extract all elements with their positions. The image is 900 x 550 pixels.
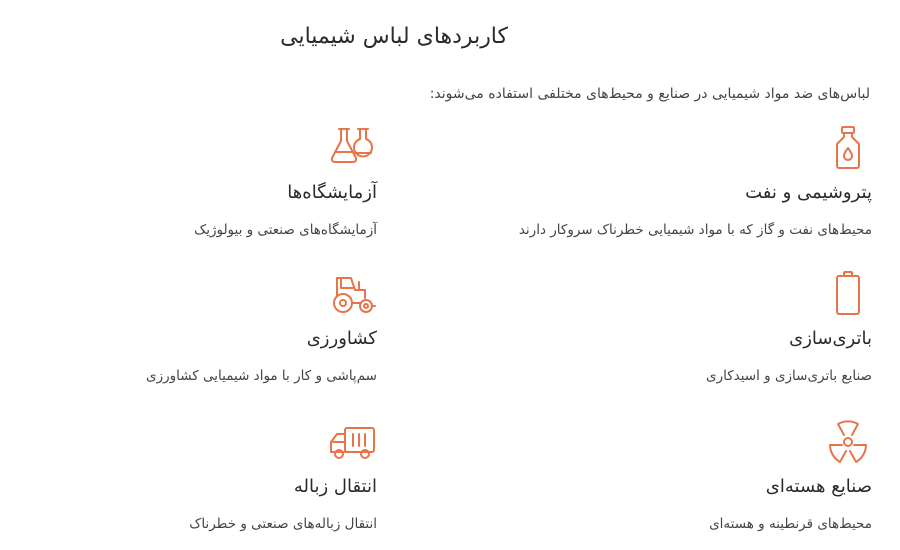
item-title: انتقال زباله xyxy=(293,476,377,497)
item-description: صنایع باتری‌سازی و اسیدکاری xyxy=(706,368,872,384)
radiation-icon xyxy=(824,418,872,466)
item-title: باتری‌سازی xyxy=(789,328,872,349)
intro-text: لباس‌های ضد مواد شیمیایی در صنایع و محیط‌های مختلفی استفاده می‌شوند: xyxy=(429,86,870,102)
flasks-icon xyxy=(329,124,377,172)
item-title: آزمایشگاه‌ها xyxy=(287,182,377,203)
item-title: پتروشیمی و نفت xyxy=(745,182,872,203)
truck-icon xyxy=(329,418,377,466)
bottle-icon xyxy=(824,124,872,172)
item-description: سم‌پاشی و کار با مواد شیمیایی کشاورزی xyxy=(146,368,377,384)
tractor-icon xyxy=(329,270,377,318)
item-description: محیط‌های نفت و گاز که با مواد شیمیایی خطرناک سروکار دارند xyxy=(518,222,872,238)
item-title: صنایع هسته‌ای xyxy=(765,476,872,497)
item-title: کشاورزی xyxy=(306,328,377,349)
item-description: محیط‌های قرنطینه و هسته‌ای xyxy=(709,516,872,532)
item-description: آزمایشگاه‌های صنعتی و بیولوژیک xyxy=(194,222,377,238)
battery-icon xyxy=(824,270,872,318)
page-title: کاربردهای لباس شیمیایی xyxy=(280,24,508,49)
item-description: انتقال زباله‌های صنعتی و خطرناک xyxy=(189,516,377,532)
